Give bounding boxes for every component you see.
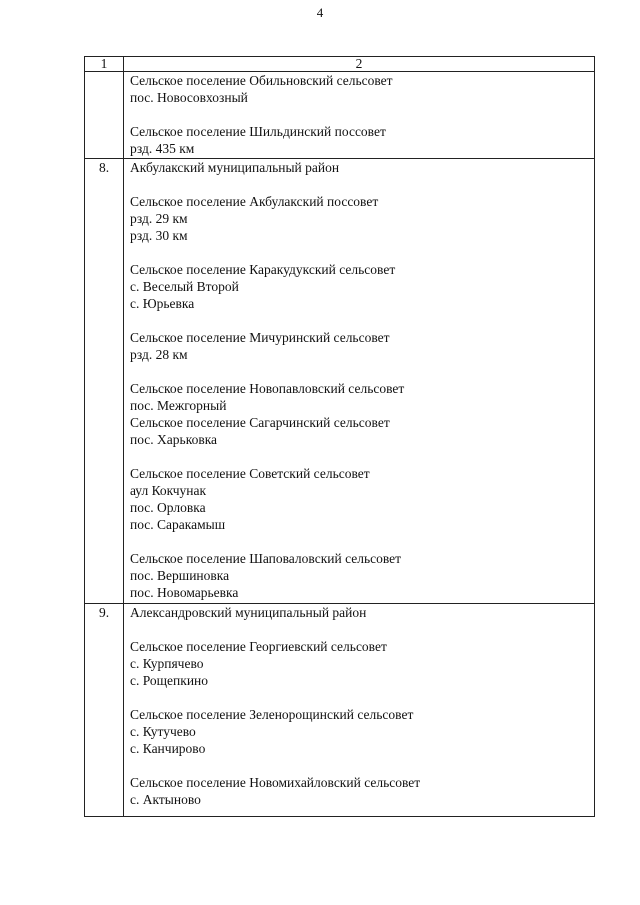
text-line: Сельское поселение Обильновский сельсовет <box>130 73 393 88</box>
text-line: Сельское поселение Зеленорощинский сельсовет <box>130 707 414 722</box>
text-line: пос. Межгорный <box>130 398 227 413</box>
text-line: пос. Новосовхозный <box>130 90 248 105</box>
header-column-1: 1 <box>85 57 124 72</box>
settlements-table <box>84 56 595 817</box>
text-line: с. Канчирово <box>130 741 206 756</box>
text-line: с. Курпячево <box>130 656 204 671</box>
row-content <box>124 604 595 817</box>
text-line: Сельское поселение Шаповаловский сельсовет <box>130 551 402 566</box>
text-line: рзд. 435 км <box>130 141 195 156</box>
blank-line <box>130 176 588 193</box>
text-line: пос. Вершиновка <box>130 568 230 583</box>
blank-line <box>130 448 588 465</box>
page-number: 4 <box>316 5 324 20</box>
text-line: Сельское поселение Советский сельсовет <box>130 466 370 481</box>
text-line: Сельское поселение Акбулакский поссовет <box>130 194 379 209</box>
text-line: с. Актыново <box>130 792 201 807</box>
text-line: с. Рощепкино <box>130 673 209 688</box>
text-line: пос. Новомарьевка <box>130 585 239 600</box>
text-line: пос. Саракамыш <box>130 517 226 532</box>
text-line: рзд. 28 км <box>130 347 188 362</box>
table-row <box>85 604 595 817</box>
text-line: с. Веселый Второй <box>130 279 239 294</box>
header-column-2: 2 <box>124 57 595 72</box>
text-line: пос. Орловка <box>130 500 206 515</box>
row-content <box>124 159 595 604</box>
blank-line <box>130 363 588 380</box>
text-line: рзд. 30 км <box>130 228 188 243</box>
text-line: Сельское поселение Мичуринский сельсовет <box>130 330 390 345</box>
text-line: Сельское поселение Новопавловский сельсовет <box>130 381 405 396</box>
row-content <box>124 72 595 159</box>
blank-line <box>130 106 588 123</box>
table-header-row <box>85 57 595 72</box>
row-number: 9. <box>85 604 124 817</box>
text-line: рзд. 29 км <box>130 211 188 226</box>
blank-line <box>130 312 588 329</box>
blank-line <box>130 757 588 774</box>
blank-line <box>130 689 588 706</box>
text-line: Сельское поселение Новомихайловский сельсовет <box>130 775 421 790</box>
blank-line <box>130 244 588 261</box>
text-line: с. Юрьевка <box>130 296 195 311</box>
text-line: аул Кокчунак <box>130 483 207 498</box>
text-line: Сельское поселение Шильдинский поссовет <box>130 124 386 139</box>
blank-line <box>130 621 588 638</box>
row-number: 8. <box>85 159 124 604</box>
blank-line <box>130 533 588 550</box>
text-line: Сельское поселение Сагарчинский сельсовет <box>130 415 390 430</box>
text-line: Акбулакский муниципальный район <box>130 160 340 175</box>
text-line: Александровский муниципальный район <box>130 605 367 620</box>
text-line: пос. Харьковка <box>130 432 218 447</box>
table-row <box>85 159 595 604</box>
table-row <box>85 72 595 159</box>
row-number <box>85 72 124 159</box>
text-line: Сельское поселение Каракудукский сельсовет <box>130 262 396 277</box>
text-line: с. Кутучево <box>130 724 196 739</box>
text-line: Сельское поселение Георгиевский сельсовет <box>130 639 387 654</box>
